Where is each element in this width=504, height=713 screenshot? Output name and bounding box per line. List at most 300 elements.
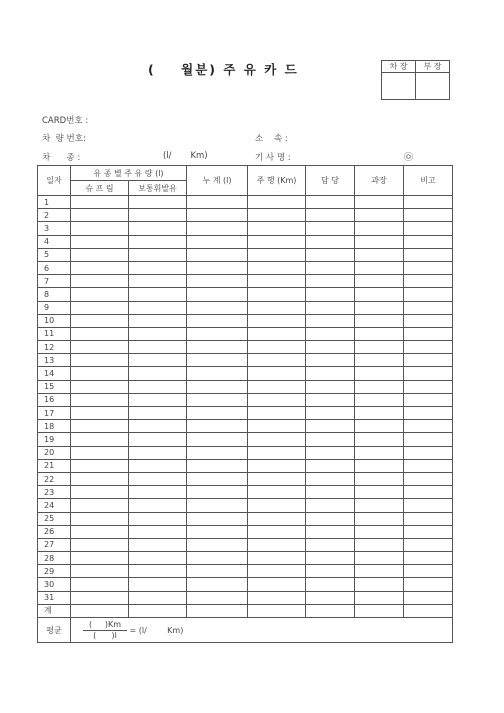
cell-regular[interactable] [129,591,187,604]
card-number-label: CARD번호 : [42,116,89,126]
cell-cumulative[interactable] [187,499,248,512]
row-day-label: 8 [38,288,71,301]
cell-mileage[interactable] [248,341,306,354]
cell-remarks[interactable] [404,380,453,393]
cell-manager[interactable] [306,565,355,578]
cell-cumulative[interactable] [187,327,248,340]
table-row [38,459,453,472]
cell-section-chief[interactable] [355,525,404,538]
cell-cumulative[interactable] [187,341,248,354]
cell-section-chief[interactable] [355,486,404,499]
cell-manager[interactable] [306,301,355,314]
cell-manager[interactable] [306,552,355,565]
cell-cumulative[interactable] [187,578,248,591]
cell-cumulative[interactable] [187,235,248,248]
cell-super[interactable] [71,499,129,512]
cell-cumulative[interactable] [187,261,248,274]
table-row [38,486,453,499]
cell-remarks[interactable] [404,591,453,604]
cell-manager[interactable] [306,538,355,551]
cell-remarks[interactable] [404,209,453,222]
table-row [38,327,453,340]
cell-manager[interactable] [306,209,355,222]
cell-super[interactable] [71,591,129,604]
cell-regular[interactable] [129,525,187,538]
cell-manager[interactable] [306,327,355,340]
cell-mileage[interactable] [248,604,306,617]
cell-remarks[interactable] [404,393,453,406]
cell-mileage[interactable] [248,196,306,209]
cell-super[interactable] [71,314,129,327]
cell-section-chief[interactable] [355,512,404,525]
cell-super[interactable] [71,196,129,209]
cell-section-chief[interactable] [355,552,404,565]
cell-regular[interactable] [129,486,187,499]
cell-mileage[interactable] [248,512,306,525]
row-day-label: 12 [38,341,71,354]
table-row [38,433,453,446]
cell-cumulative[interactable] [187,472,248,485]
cell-super[interactable] [71,420,129,433]
cell-regular[interactable] [129,261,187,274]
cell-super[interactable] [71,459,129,472]
cell-regular[interactable] [129,604,187,617]
header-cumulative: 누 계 (l) [187,166,248,196]
row-day-label: 19 [38,433,71,446]
approval-label-bujang: 부 장 [416,61,450,73]
cell-cumulative[interactable] [187,275,248,288]
cell-super[interactable] [71,512,129,525]
cell-cumulative[interactable] [187,354,248,367]
cell-section-chief[interactable] [355,446,404,459]
cell-regular[interactable] [129,472,187,485]
cell-super[interactable] [71,209,129,222]
cell-super[interactable] [71,341,129,354]
cell-regular[interactable] [129,552,187,565]
row-day-label: 30 [38,578,71,591]
row-day-label: 31 [38,591,71,604]
table-row [38,393,453,406]
cell-section-chief[interactable] [355,314,404,327]
approval-label-chajang: 차 장 [382,61,416,73]
cell-mileage[interactable] [248,380,306,393]
cell-section-chief[interactable] [355,433,404,446]
cell-section-chief[interactable] [355,459,404,472]
cell-manager[interactable] [306,512,355,525]
row-day-label: 10 [38,314,71,327]
cell-cumulative[interactable] [187,248,248,261]
header-super: 슈 프 림 [71,181,129,196]
cell-mileage[interactable] [248,314,306,327]
cell-regular[interactable] [129,209,187,222]
row-day-label: 26 [38,525,71,538]
table-row [38,196,453,209]
cell-remarks[interactable] [404,407,453,420]
cell-regular[interactable] [129,407,187,420]
row-day-label: 13 [38,354,71,367]
cell-manager[interactable] [306,367,355,380]
table-row [38,525,453,538]
approval-sign-chajang[interactable] [382,73,416,100]
average-result: = (l/ Km) [127,625,184,635]
cell-cumulative[interactable] [187,565,248,578]
cell-section-chief[interactable] [355,341,404,354]
row-day-label: 22 [38,472,71,485]
cell-mileage[interactable] [248,446,306,459]
cell-regular[interactable] [129,354,187,367]
cell-super[interactable] [71,301,129,314]
cell-cumulative[interactable] [187,433,248,446]
cell-remarks[interactable] [404,552,453,565]
table-row [38,261,453,274]
cell-section-chief[interactable] [355,565,404,578]
cell-regular[interactable] [129,459,187,472]
cell-section-chief[interactable] [355,209,404,222]
cell-remarks[interactable] [404,196,453,209]
row-day-label: 20 [38,446,71,459]
cell-mileage[interactable] [248,327,306,340]
cell-cumulative[interactable] [187,420,248,433]
cell-cumulative[interactable] [187,552,248,565]
table-row [38,341,453,354]
header-remarks: 비고 [404,166,453,196]
cell-manager[interactable] [306,604,355,617]
row-day-label: 18 [38,420,71,433]
table-row [38,499,453,512]
approval-sign-bujang[interactable] [416,73,450,100]
cell-regular[interactable] [129,512,187,525]
cell-section-chief[interactable] [355,354,404,367]
table-row [38,538,453,551]
cell-super[interactable] [71,565,129,578]
cell-super[interactable] [71,578,129,591]
cell-cumulative[interactable] [187,486,248,499]
cell-remarks[interactable] [404,261,453,274]
cell-super[interactable] [71,407,129,420]
cell-mileage[interactable] [248,459,306,472]
cell-section-chief[interactable] [355,393,404,406]
table-row [38,420,453,433]
cell-cumulative[interactable] [187,380,248,393]
average-label: 평균 [38,618,71,643]
cell-super[interactable] [71,275,129,288]
cell-super[interactable] [71,538,129,551]
cell-cumulative[interactable] [187,446,248,459]
cell-remarks[interactable] [404,446,453,459]
cell-regular[interactable] [129,380,187,393]
row-day-label: 3 [38,222,71,235]
cell-manager[interactable] [306,459,355,472]
cell-mileage[interactable] [248,275,306,288]
cell-super[interactable] [71,367,129,380]
header-section-chief: 과장 [355,166,404,196]
cell-cumulative[interactable] [187,407,248,420]
table-row [38,275,453,288]
cell-section-chief[interactable] [355,367,404,380]
cell-cumulative[interactable] [187,367,248,380]
cell-regular[interactable] [129,499,187,512]
row-day-label: 29 [38,565,71,578]
cell-section-chief[interactable] [355,420,404,433]
cell-mileage[interactable] [248,261,306,274]
cell-manager[interactable] [306,222,355,235]
cell-super[interactable] [71,327,129,340]
cell-remarks[interactable] [404,433,453,446]
cell-cumulative[interactable] [187,209,248,222]
table-row [38,380,453,393]
table-row [38,578,453,591]
row-day-label: 15 [38,380,71,393]
cell-manager[interactable] [306,407,355,420]
cell-remarks[interactable] [404,222,453,235]
cell-mileage[interactable] [248,248,306,261]
cell-regular[interactable] [129,433,187,446]
cell-super[interactable] [71,222,129,235]
cell-section-chief[interactable] [355,472,404,485]
cell-regular[interactable] [129,248,187,261]
cell-regular[interactable] [129,327,187,340]
cell-super[interactable] [71,393,129,406]
row-day-label: 계 [38,604,71,617]
cell-section-chief[interactable] [355,301,404,314]
row-day-label: 14 [38,367,71,380]
cell-manager[interactable] [306,288,355,301]
cell-regular[interactable] [129,420,187,433]
average-denominator[interactable]: ( )l [93,630,117,640]
cell-mileage[interactable] [248,538,306,551]
cell-manager[interactable] [306,499,355,512]
cell-remarks[interactable] [404,512,453,525]
cell-super[interactable] [71,472,129,485]
cell-mileage[interactable] [248,209,306,222]
cell-manager[interactable] [306,420,355,433]
cell-regular[interactable] [129,341,187,354]
cell-super[interactable] [71,433,129,446]
cell-mileage[interactable] [248,354,306,367]
cell-manager[interactable] [306,525,355,538]
cell-remarks[interactable] [404,341,453,354]
cell-mileage[interactable] [248,222,306,235]
cell-manager[interactable] [306,196,355,209]
cell-manager[interactable] [306,354,355,367]
cell-mileage[interactable] [248,499,306,512]
table-row [38,354,453,367]
table-row [38,552,453,565]
cell-manager[interactable] [306,314,355,327]
cell-regular[interactable] [129,393,187,406]
cell-super[interactable] [71,486,129,499]
cell-section-chief[interactable] [355,327,404,340]
cell-cumulative[interactable] [187,288,248,301]
cell-mileage[interactable] [248,235,306,248]
cell-cumulative[interactable] [187,459,248,472]
cell-mileage[interactable] [248,301,306,314]
cell-mileage[interactable] [248,591,306,604]
cell-cumulative[interactable] [187,393,248,406]
cell-regular[interactable] [129,446,187,459]
cell-mileage[interactable] [248,288,306,301]
cell-section-chief[interactable] [355,275,404,288]
average-numerator[interactable]: ( )Km [83,620,127,631]
cell-manager[interactable] [306,248,355,261]
cell-section-chief[interactable] [355,604,404,617]
row-day-label: 16 [38,393,71,406]
cell-remarks[interactable] [404,235,453,248]
table-row [38,512,453,525]
row-day-label: 5 [38,248,71,261]
cell-section-chief[interactable] [355,538,404,551]
cell-manager[interactable] [306,341,355,354]
cell-mileage[interactable] [248,393,306,406]
cell-manager[interactable] [306,393,355,406]
table-row [38,209,453,222]
cell-remarks[interactable] [404,499,453,512]
cell-section-chief[interactable] [355,235,404,248]
cell-section-chief[interactable] [355,591,404,604]
cell-super[interactable] [71,235,129,248]
cell-cumulative[interactable] [187,591,248,604]
cell-mileage[interactable] [248,472,306,485]
cell-cumulative[interactable] [187,314,248,327]
row-day-label: 11 [38,327,71,340]
cell-manager[interactable] [306,578,355,591]
cell-regular[interactable] [129,275,187,288]
cell-mileage[interactable] [248,578,306,591]
cell-cumulative[interactable] [187,512,248,525]
cell-cumulative[interactable] [187,538,248,551]
table-row [38,472,453,485]
approval-box [381,60,450,100]
cell-regular[interactable] [129,367,187,380]
table-row [38,407,453,420]
efficiency-unit-label: (l/ Km) [163,151,208,161]
table-row [38,288,453,301]
cell-remarks[interactable] [404,275,453,288]
cell-super[interactable] [71,525,129,538]
cell-section-chief[interactable] [355,288,404,301]
cell-regular[interactable] [129,288,187,301]
cell-remarks[interactable] [404,301,453,314]
cell-section-chief[interactable] [355,499,404,512]
cell-regular[interactable] [129,538,187,551]
cell-remarks[interactable] [404,565,453,578]
cell-cumulative[interactable] [187,301,248,314]
table-row [38,235,453,248]
cell-manager[interactable] [306,472,355,485]
cell-super[interactable] [71,552,129,565]
cell-section-chief[interactable] [355,196,404,209]
row-day-label: 24 [38,499,71,512]
cell-remarks[interactable] [404,472,453,485]
cell-remarks[interactable] [404,354,453,367]
table-row [38,222,453,235]
cell-manager[interactable] [306,275,355,288]
cell-mileage[interactable] [248,525,306,538]
cell-cumulative[interactable] [187,222,248,235]
row-day-label: 23 [38,486,71,499]
cell-mileage[interactable] [248,433,306,446]
cell-remarks[interactable] [404,367,453,380]
cell-super[interactable] [71,446,129,459]
cell-regular[interactable] [129,314,187,327]
row-day-label: 25 [38,512,71,525]
cell-super[interactable] [71,248,129,261]
cell-remarks[interactable] [404,420,453,433]
cell-regular[interactable] [129,222,187,235]
row-day-label: 6 [38,261,71,274]
row-day-label: 28 [38,552,71,565]
row-day-label: 21 [38,459,71,472]
cell-mileage[interactable] [248,367,306,380]
cell-manager[interactable] [306,380,355,393]
header-regular: 보통휘발유 [129,181,187,196]
cell-remarks[interactable] [404,486,453,499]
cell-manager[interactable] [306,433,355,446]
row-day-label: 17 [38,407,71,420]
table-row [38,248,453,261]
cell-remarks[interactable] [404,248,453,261]
cell-remarks[interactable] [404,604,453,617]
seal-mark: ㉧ [404,153,414,163]
cell-section-chief[interactable] [355,261,404,274]
cell-cumulative[interactable] [187,196,248,209]
cell-section-chief[interactable] [355,248,404,261]
cell-remarks[interactable] [404,578,453,591]
cell-mileage[interactable] [248,486,306,499]
cell-remarks[interactable] [404,459,453,472]
cell-remarks[interactable] [404,288,453,301]
cell-mileage[interactable] [248,420,306,433]
cell-section-chief[interactable] [355,578,404,591]
row-day-label: 9 [38,301,71,314]
cell-cumulative[interactable] [187,604,248,617]
cell-regular[interactable] [129,196,187,209]
cell-manager[interactable] [306,261,355,274]
table-row [38,301,453,314]
cell-regular[interactable] [129,235,187,248]
table-row [38,565,453,578]
cell-mileage[interactable] [248,407,306,420]
cell-manager[interactable] [306,486,355,499]
cell-manager[interactable] [306,591,355,604]
cell-remarks[interactable] [404,327,453,340]
cell-super[interactable] [71,354,129,367]
cell-super[interactable] [71,261,129,274]
cell-super[interactable] [71,288,129,301]
header-manager: 담 당 [306,166,355,196]
cell-super[interactable] [71,380,129,393]
cell-super[interactable] [71,604,129,617]
cell-mileage[interactable] [248,552,306,565]
page-title: ( 월분) 주 유 카 드 [148,62,299,77]
cell-remarks[interactable] [404,538,453,551]
cell-manager[interactable] [306,235,355,248]
cell-regular[interactable] [129,565,187,578]
table-row [38,367,453,380]
cell-section-chief[interactable] [355,222,404,235]
cell-regular[interactable] [129,578,187,591]
cell-section-chief[interactable] [355,407,404,420]
row-day-label: 4 [38,235,71,248]
cell-regular[interactable] [129,301,187,314]
cell-manager[interactable] [306,446,355,459]
cell-section-chief[interactable] [355,380,404,393]
row-day-label: 7 [38,275,71,288]
cell-cumulative[interactable] [187,525,248,538]
cell-remarks[interactable] [404,525,453,538]
cell-mileage[interactable] [248,565,306,578]
cell-remarks[interactable] [404,314,453,327]
